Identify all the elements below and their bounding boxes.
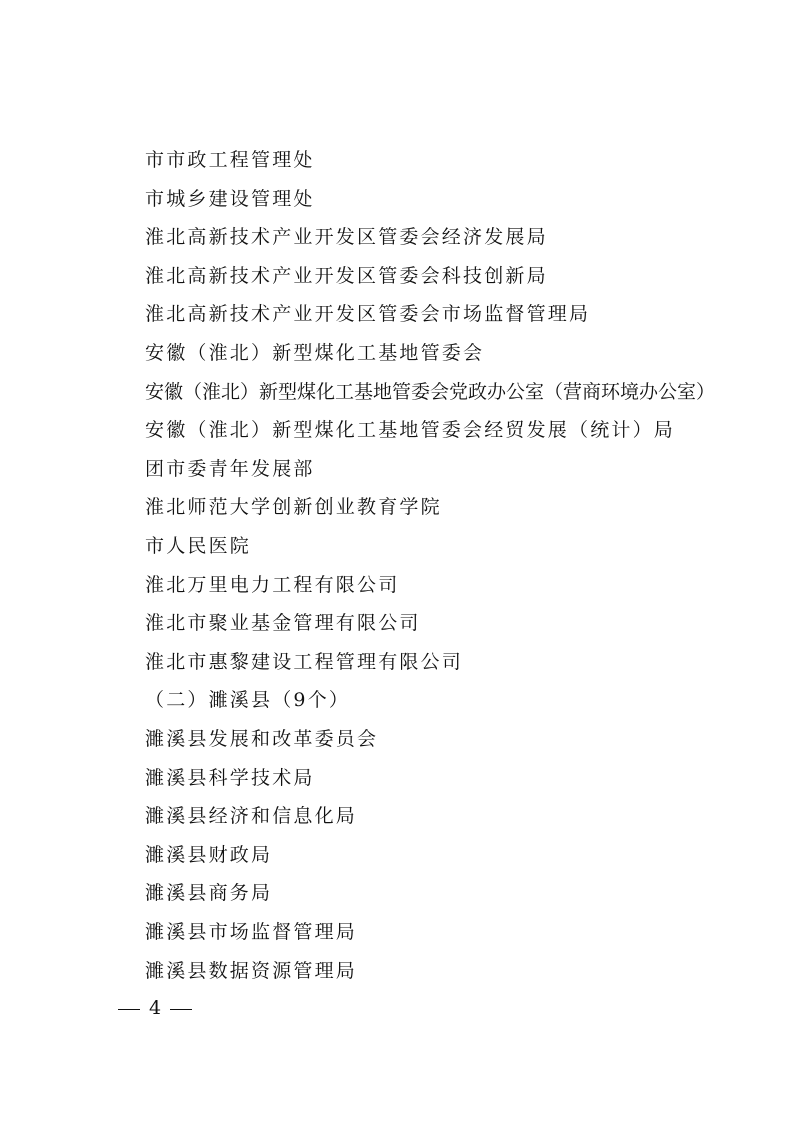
document-line: 濉溪县财政局: [145, 843, 273, 866]
document-line: 淮北高新技术产业开发区管委会经济发展局: [145, 226, 548, 249]
document-line: 市人民医院: [145, 535, 252, 557]
document-line: 安徽（淮北）新型煤化工基地管委会: [145, 342, 485, 364]
document-line: 团市委青年发展部: [145, 457, 315, 480]
document-line: 濉溪县数据资源管理局: [145, 959, 358, 982]
document-line: 淮北高新技术产业开发区管委会科技创新局: [145, 264, 548, 287]
page-number-right-dash: [170, 1009, 192, 1010]
document-line: 濉溪县经济和信息化局: [145, 805, 358, 828]
page-number-footer: [118, 996, 192, 1020]
document-line: 濉溪县发展和改革委员会: [145, 728, 379, 750]
document-line: 市城乡建设管理处: [145, 187, 315, 210]
page-number-left-dash: [118, 1009, 140, 1010]
document-line: 淮北高新技术产业开发区管委会市场监督管理局: [145, 303, 591, 326]
document-line: 濉溪县科学技术局: [145, 766, 315, 789]
document-line: （二）濉溪县（9个）: [145, 689, 351, 712]
document-line: 淮北万里电力工程有限公司: [145, 573, 400, 596]
document-line: 淮北市聚业基金管理有限公司: [145, 612, 421, 635]
document-line: 安徽（淮北）新型煤化工基地管委会经贸发展（统计）局: [145, 419, 676, 442]
document-line: 濉溪县市场监督管理局: [145, 921, 358, 943]
document-line: 濉溪县商务局: [145, 882, 273, 905]
document-line: 淮北市惠黎建设工程管理有限公司: [145, 650, 464, 673]
page-number: 4: [149, 997, 162, 1019]
document-line: 安徽（淮北）新型煤化工基地管委会党政办公室（营商环境办公室）: [145, 380, 716, 403]
document-line: 淮北师范大学创新创业教育学院: [145, 496, 442, 519]
document-line: 市市政工程管理处: [145, 149, 315, 171]
